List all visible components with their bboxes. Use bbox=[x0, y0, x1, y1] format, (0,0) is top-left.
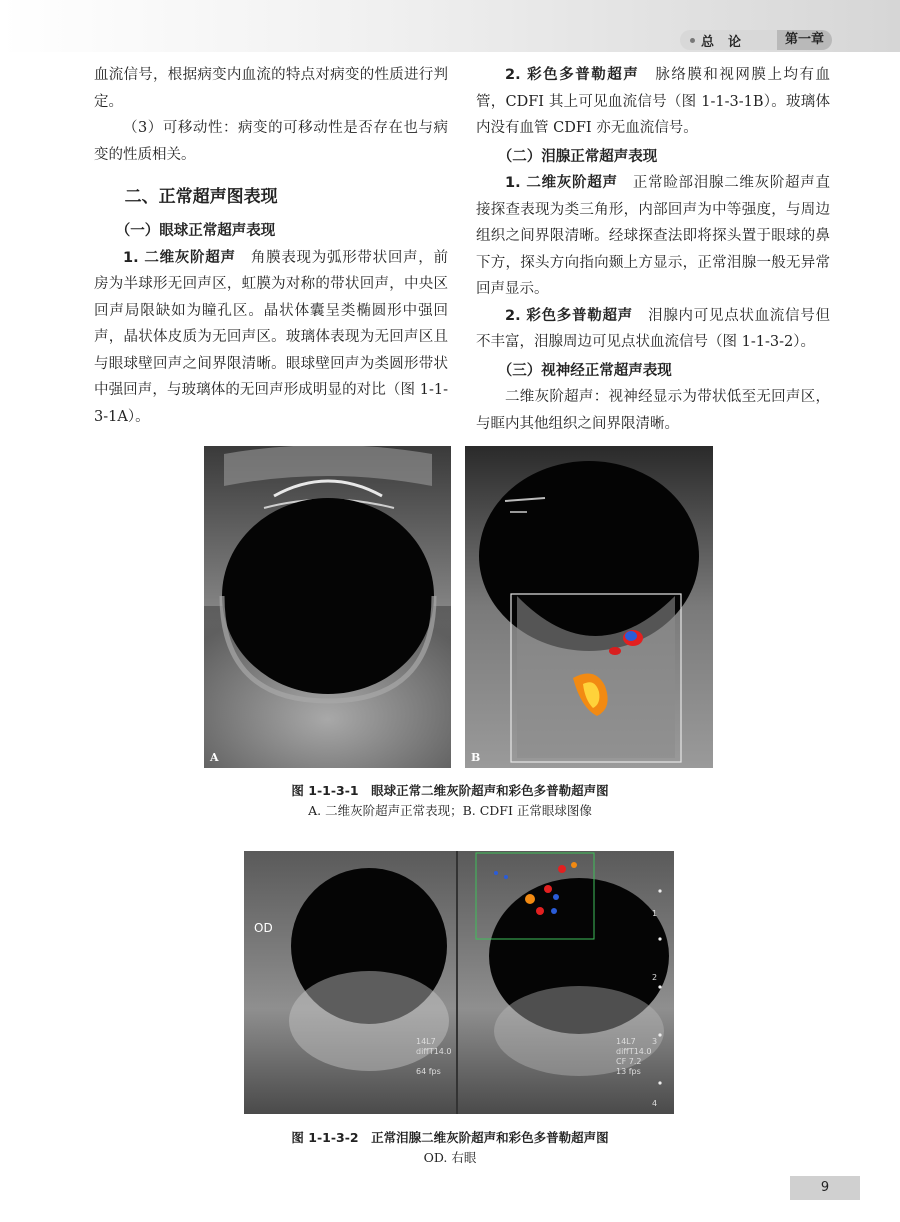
info-line: diffT14.0 bbox=[416, 1047, 452, 1056]
paragraph bbox=[94, 245, 448, 431]
term-label: 2. 彩色多普勒超声 bbox=[505, 307, 633, 324]
info-line: 14L7 bbox=[416, 1037, 436, 1046]
caption-subtitle: A. 二维灰阶超声正常表现；B. CDFI 正常眼球图像 bbox=[308, 803, 592, 818]
ultrasound-lacrimal-graphic bbox=[244, 851, 674, 1114]
paragraph: （3）可移动性：病变的可移动性是否存在也与病变的性质相关。 bbox=[94, 120, 448, 163]
ultrasound-b-graphic bbox=[465, 446, 713, 768]
header-section: 总论 bbox=[701, 34, 756, 50]
ultrasound-image-lacrimal bbox=[244, 851, 674, 1114]
paragraph-text: 脉络膜和视网膜上均有血管，CDFI 其上可见血流信号（图 1-1-3-1B）。玻璃体内没有血管 CDFI 亦无血流信号。 bbox=[476, 67, 830, 136]
subsection-heading: （二）泪腺正常超声表现 bbox=[497, 147, 658, 165]
depth-mark: 1 bbox=[652, 909, 658, 918]
panel-label-a: A bbox=[210, 751, 219, 764]
header-chapter: 第一章 bbox=[777, 30, 832, 50]
ultrasound-image-b bbox=[465, 446, 713, 768]
ultrasound-a-graphic bbox=[204, 446, 451, 768]
paragraph-text: 角膜表现为弧形带状回声，前房为半球形无回声区，虹膜为对称的带状回声，中央区回声局限缺如为瞳孔区。晶状体囊呈类椭圆形中强回声，晶状体皮质为无回声区。玻璃体表现为无回声区且与眼球壁回声之间界限清晰。眼球壁回声为类圆形带状中强回声，与玻璃体的无回声形成明显的对比（图 1-1-3-1A）。 bbox=[94, 249, 448, 425]
panel-label-b: B bbox=[471, 751, 481, 764]
page-number: 9 bbox=[790, 1176, 860, 1200]
right-column bbox=[476, 62, 830, 437]
depth-mark: 3 bbox=[652, 1037, 658, 1046]
paragraph bbox=[476, 170, 830, 303]
depth-mark: 2 bbox=[652, 973, 658, 982]
info-line: diffT14.0 bbox=[616, 1047, 652, 1056]
left-column bbox=[94, 62, 448, 430]
scanner-info-left bbox=[416, 1037, 452, 1077]
term-label: 1. 二维灰阶超声 bbox=[123, 249, 236, 266]
paragraph-text: 正常睑部泪腺二维灰阶超声直接探查表现为类三角形，内部回声为中等强度，与周边组织之间界限清晰。经球探查法即将探头置于眼球的鼻下方，探头方向指向颞上方显示，正常泪腺一般无异常回声显示。 bbox=[476, 175, 830, 297]
info-line: CF 7.2 bbox=[616, 1057, 642, 1066]
subsection-heading: （三）视神经正常超声表现 bbox=[497, 361, 672, 379]
figure-1-caption bbox=[0, 781, 900, 821]
info-line: 64 fps bbox=[416, 1067, 441, 1076]
term-label: 2. 彩色多普勒超声 bbox=[505, 67, 640, 83]
term-label: 1. 二维灰阶超声 bbox=[505, 175, 618, 191]
caption-subtitle: OD. 右眼 bbox=[423, 1150, 477, 1165]
caption-title: 图 1-1-3-2 正常泪腺二维灰阶超声和彩色多普勒超声图 bbox=[291, 1130, 609, 1145]
info-line: 13 fps bbox=[616, 1067, 641, 1076]
bullet-icon bbox=[690, 38, 695, 43]
figure-2-caption bbox=[0, 1128, 900, 1168]
paragraph-text: 泪腺内可见点状血流信号但不丰富，泪腺周边可见点状血流信号（图 1-1-3-2）。 bbox=[476, 307, 830, 350]
scanner-info-right bbox=[616, 1037, 652, 1077]
caption-title: 图 1-1-3-1 眼球正常二维灰阶超声和彩色多普勒超声图 bbox=[291, 783, 609, 798]
depth-mark: 4 bbox=[652, 1099, 658, 1108]
section-heading: 二、正常超声图表现 bbox=[124, 187, 278, 207]
running-header bbox=[680, 30, 832, 50]
ultrasound-image-a bbox=[204, 446, 451, 768]
paragraph: 血流信号，根据病变内血流的特点对病变的性质进行判定。 bbox=[94, 67, 448, 110]
paragraph bbox=[476, 303, 830, 356]
paragraph bbox=[476, 62, 830, 142]
paragraph: 二维灰阶超声：视神经显示为带状低至无回声区，与眶内其他组织之间界限清晰。 bbox=[476, 389, 830, 432]
info-line bbox=[416, 1057, 452, 1067]
info-line: 14L7 bbox=[616, 1037, 636, 1046]
subsection-heading: （一）眼球正常超声表现 bbox=[115, 222, 276, 239]
eye-side-label: OD bbox=[254, 921, 273, 935]
